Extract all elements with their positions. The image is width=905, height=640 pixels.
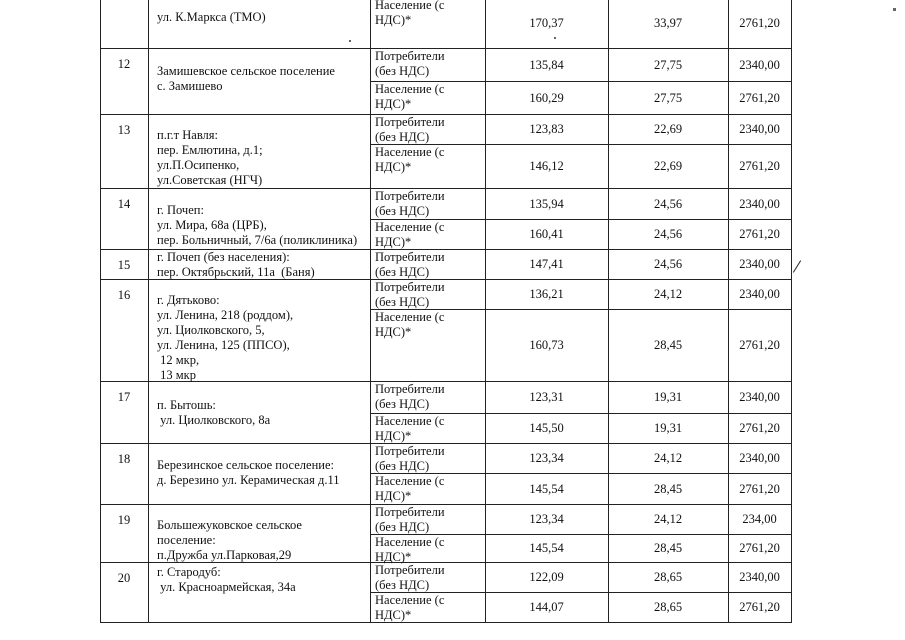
price-value: 135,94 (529, 197, 564, 211)
consumer-category: (без НДС) (375, 295, 430, 309)
consumer-category: (без НДС) (375, 578, 430, 592)
scan-mark (349, 40, 351, 42)
heat-value: 2340,00 (739, 287, 780, 301)
row-number: 20 (117, 571, 131, 585)
consumer-category: (без НДС) (375, 520, 430, 534)
tariff-component: 24,12 (653, 512, 683, 526)
consumer-category: Население (с (375, 0, 445, 12)
consumer-category: Потребители (375, 189, 445, 203)
location-name: поселение: (157, 533, 216, 547)
price-value: 147,41 (529, 257, 564, 271)
heat-value: 2761,20 (739, 91, 780, 105)
consumer-category: НДС)* (375, 429, 412, 443)
price-value: 123,31 (529, 390, 564, 404)
heat-value: 2761,20 (739, 600, 780, 614)
location-name: п. Бытошь: (157, 398, 216, 412)
tariff-component: 33,97 (653, 16, 683, 30)
row-number: 18 (117, 452, 131, 466)
consumer-category: Население (с (375, 414, 445, 428)
location-name: 13 мкр (157, 368, 196, 382)
location-name: пер. Емлютина, д.1; (157, 143, 263, 157)
row-rule (100, 114, 792, 115)
scan-mark (893, 8, 896, 11)
heat-value: 2761,20 (739, 482, 780, 496)
location-name: ул. Циолковского, 5, (157, 323, 265, 337)
tariff-component: 28,65 (653, 570, 683, 584)
row-number: 17 (117, 390, 131, 404)
price-value: 145,50 (529, 421, 564, 435)
column-rule (370, 0, 371, 623)
consumer-category: (без НДС) (375, 130, 430, 144)
location-name: г. Дятьково: (157, 293, 220, 307)
tariff-component: 28,45 (653, 541, 683, 555)
heat-value: 234,00 (742, 512, 777, 526)
consumer-category: НДС)* (375, 235, 412, 249)
location-name: ул. Ленина, 218 (роддом), (157, 308, 294, 322)
consumer-category: (без НДС) (375, 397, 430, 411)
price-value: 123,34 (529, 512, 564, 526)
heat-value: 2340,00 (739, 570, 780, 584)
heat-value: 2761,20 (739, 541, 780, 555)
heat-value: 2340,00 (739, 257, 780, 271)
price-value: 170,37 (529, 16, 564, 30)
location-name: Замишевское сельское поселение (157, 64, 335, 78)
consumer-category: Население (с (375, 593, 445, 607)
consumer-category: Потребители (375, 115, 445, 129)
row-number: 19 (117, 513, 131, 527)
location-name: пер. Больничный, 7/6а (поликлиника) (157, 233, 358, 247)
price-value: 160,41 (529, 227, 564, 241)
row-rule (100, 48, 792, 49)
location-name: ул. Красноармейская, 34а (157, 580, 296, 594)
tariff-component: 22,69 (653, 122, 683, 136)
consumer-category: НДС)* (375, 489, 412, 503)
consumer-category: Потребители (375, 280, 445, 294)
heat-value: 2340,00 (739, 197, 780, 211)
column-rule (791, 0, 792, 623)
consumer-category: НДС)* (375, 325, 412, 339)
consumer-category: Население (с (375, 474, 445, 488)
heat-value: 2761,20 (739, 16, 780, 30)
location-name: 12 мкр, (157, 353, 200, 367)
tariff-component: 24,56 (653, 257, 683, 271)
consumer-category: Население (с (375, 220, 445, 234)
heat-value: 2761,20 (739, 338, 780, 352)
price-value: 160,29 (529, 91, 564, 105)
location-name: ул. К.Маркса (ТМО) (157, 10, 266, 24)
location-name: д. Березино ул. Керамическая д.11 (157, 473, 340, 487)
row-number: 15 (117, 258, 131, 272)
location-name: с. Замишево (157, 79, 223, 93)
consumer-category: НДС)* (375, 97, 412, 111)
tariff-component: 28,45 (653, 338, 683, 352)
location-name: пер. Октябрьский, 11а (Баня) (157, 265, 315, 279)
consumer-category: Потребители (375, 444, 445, 458)
consumer-category: Потребители (375, 382, 445, 396)
location-name: г. Стародуб: (157, 565, 221, 579)
consumer-category: (без НДС) (375, 64, 430, 78)
location-name: п.г.т Навля: (157, 128, 219, 142)
column-rule (100, 0, 101, 623)
consumer-category: Потребители (375, 505, 445, 519)
heat-value: 2340,00 (739, 451, 780, 465)
consumer-category: Население (с (375, 145, 445, 159)
consumer-category: НДС)* (375, 608, 412, 622)
location-name: ул.Советская (НГЧ) (157, 173, 263, 187)
consumer-category: НДС)* (375, 550, 412, 564)
price-value: 144,07 (529, 600, 564, 614)
tariff-component: 19,31 (653, 390, 683, 404)
consumer-category: Потребители (375, 250, 445, 264)
tariff-component: 24,12 (653, 451, 683, 465)
consumer-category: НДС)* (375, 13, 412, 27)
heat-value: 2761,20 (739, 421, 780, 435)
price-value: 136,21 (529, 287, 564, 301)
location-name: ул. Циолковского, 8а (157, 413, 271, 427)
tariff-component: 24,56 (653, 227, 683, 241)
tariff-component: 24,56 (653, 197, 683, 211)
consumer-category: НДС)* (375, 160, 412, 174)
consumer-category: Население (с (375, 310, 445, 324)
location-name: Большежуковское сельское (157, 518, 302, 532)
price-value: 123,34 (529, 451, 564, 465)
price-value: 123,83 (529, 122, 564, 136)
location-name: п.Дружба ул.Парковая,29 (157, 548, 292, 562)
tariff-component: 27,75 (653, 58, 683, 72)
price-value: 145,54 (529, 482, 564, 496)
price-value: 135,84 (529, 58, 564, 72)
tariff-component: 24,12 (653, 287, 683, 301)
location-name: ул. Ленина, 125 (ППСО), (157, 338, 290, 352)
scan-mark (554, 37, 556, 39)
tariff-component: 27,75 (653, 91, 683, 105)
price-value: 145,54 (529, 541, 564, 555)
tariff-component: 28,65 (653, 600, 683, 614)
consumer-category: Потребители (375, 49, 445, 63)
row-rule (100, 443, 792, 444)
heat-value: 2340,00 (739, 390, 780, 404)
consumer-category: (без НДС) (375, 204, 430, 218)
consumer-category: Население (с (375, 82, 445, 96)
tariff-component: 22,69 (653, 159, 683, 173)
heat-value: 2761,20 (739, 227, 780, 241)
consumer-category: Население (с (375, 535, 445, 549)
location-name: ул.П.Осипенко, (157, 158, 240, 172)
column-rule (148, 0, 149, 623)
price-value: 160,73 (529, 338, 564, 352)
tariff-component: 19,31 (653, 421, 683, 435)
row-number: 12 (117, 57, 131, 71)
consumer-category: Потребители (375, 563, 445, 577)
location-name: Березинское сельское поселение: (157, 458, 334, 472)
heat-value: 2340,00 (739, 122, 780, 136)
row-number: 16 (117, 288, 131, 302)
price-value: 122,09 (529, 570, 564, 584)
tariff-component: 28,45 (653, 482, 683, 496)
row-rule (100, 622, 792, 623)
location-name: ул. Мира, 68а (ЦРБ), (157, 218, 267, 232)
pen-mark (793, 260, 801, 272)
consumer-category: (без НДС) (375, 459, 430, 473)
row-number: 13 (117, 123, 131, 137)
price-value: 146,12 (529, 159, 564, 173)
location-name: г. Почеп (без населения): (157, 250, 290, 264)
row-rule (100, 381, 792, 382)
heat-value: 2340,00 (739, 58, 780, 72)
row-rule (100, 188, 792, 189)
consumer-category: (без НДС) (375, 265, 430, 279)
location-name: г. Почеп: (157, 203, 204, 217)
heat-value: 2761,20 (739, 159, 780, 173)
row-rule (100, 504, 792, 505)
row-number: 14 (117, 197, 131, 211)
